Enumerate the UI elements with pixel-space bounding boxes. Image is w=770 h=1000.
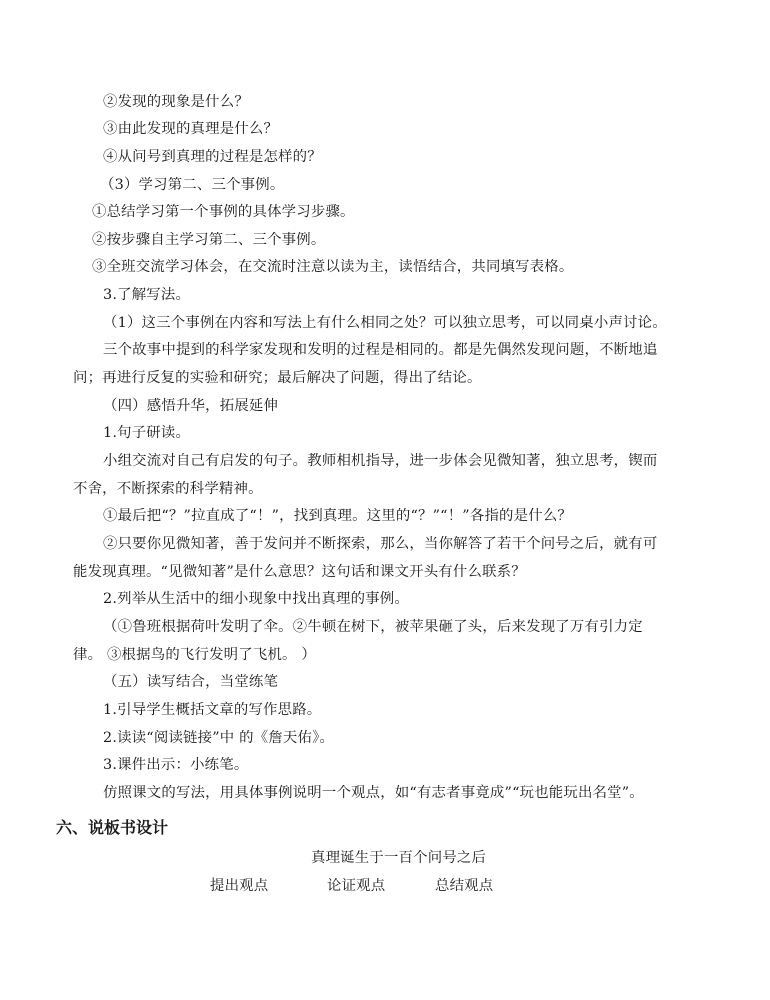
- text-line: （四）感悟升华，拓展延伸: [103, 398, 279, 414]
- text-line: ③由此发现的真理是什么？: [103, 121, 279, 137]
- text-line: ②按步骤自主学习第二、三个事例。: [92, 232, 326, 248]
- text-line: ①最后把“？”拉直成了“！”，找到真理。这里的“？”“！”各指的是什么？: [103, 508, 572, 524]
- text-line: ②发现的现象是什么？: [103, 94, 249, 110]
- text-line: 小组交流对自己有启发的句子。教师相机指导，进一步体会见微知著，独立思考，锲而: [103, 453, 658, 469]
- text-line: 3.了解写法。: [103, 287, 191, 303]
- text-line: 能发现真理。“见微知著”是什么意思？这句话和课文开头有什么联系？: [73, 564, 526, 580]
- text-line: （1）这三个事例在内容和写法上有什么相同之处？可以独立思考，可以同桌小声讨论。: [103, 315, 667, 331]
- text-line: （①鲁班根据荷叶发明了伞。②牛顿在树下，被苹果砸了头，后来发现了万有引力定: [103, 619, 643, 635]
- text-line: （3）学习第二、三个事例。: [100, 177, 285, 193]
- text-line: 律。 ③根据鸟的飞行发明了飞机。 ）: [73, 647, 316, 663]
- text-line: （五）读写结合，当堂练笔: [103, 674, 279, 690]
- text-line: 问；再进行反复的实验和研究；最后解决了问题，得出了结论。: [73, 370, 482, 386]
- board-item: 论证观点: [327, 878, 386, 894]
- text-line: 1.句子研读。: [103, 425, 191, 441]
- board-title: 真理诞生于一百个问号之后: [311, 850, 487, 866]
- text-line: ③全班交流学习体会，在交流时注意以读为主，读悟结合，共同填写表格。: [92, 259, 574, 275]
- section-heading: 六、说板书设计: [56, 818, 169, 837]
- board-item: 总结观点: [435, 878, 494, 894]
- text-line: 3.课件出示：小练笔。: [103, 757, 249, 773]
- text-line: 仿照课文的写法，用具体事例说明一个观点，如“有志者事竟成”“玩也能玩出名堂”。: [103, 785, 644, 801]
- text-line: 1.引导学生概括文章的写作思路。: [103, 702, 322, 718]
- text-line: 不舍，不断探索的科学精神。: [73, 481, 263, 497]
- text-line: ②只要你见微知著，善于发问并不断探索，那么，当你解答了若干个问号之后，就有可: [103, 536, 658, 552]
- board-item: 提出观点: [210, 878, 269, 894]
- text-line: ①总结学习第一个事例的具体学习步骤。: [92, 204, 355, 220]
- text-line: 2.列举从生活中的细小现象中找出真理的事例。: [103, 591, 409, 607]
- text-line: 2.读读“阅读链接”中 的《詹天佑》。: [103, 730, 335, 746]
- text-line: 三个故事中提到的科学家发现和发明的过程是相同的。都是先偶然发现问题，不断地追: [103, 342, 658, 358]
- text-line: ④从问号到真理的过程是怎样的？: [103, 149, 322, 165]
